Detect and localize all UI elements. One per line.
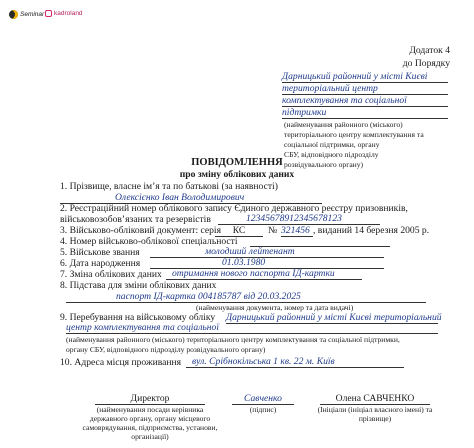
field-2-line [218, 214, 380, 225]
position-caption-4: організації) [131, 432, 169, 441]
field-7-line [166, 269, 362, 280]
field-9-value-1: Дарницький районний у місті Києві територіальний [226, 312, 442, 323]
org-line-2: територіальний центр [282, 83, 448, 95]
document-subtitle: про зміну облікових даних [179, 169, 295, 180]
field-3-label-a: 3. Військово-обліковий документ: серія [60, 225, 222, 236]
field-7-value: отримання нового паспорта ІД-картки [172, 268, 335, 279]
field-5-value: молодший лейтенант [205, 246, 295, 257]
field-10-line [186, 357, 404, 368]
org-line-4: підтримки [282, 107, 448, 119]
seminar-logo-icon [9, 10, 18, 19]
signature-value: Савченко [232, 393, 294, 405]
appendix-number: Додаток 4 [409, 45, 450, 56]
field-7-label: 7. Зміна облікових даних [60, 269, 162, 280]
field-2-label-2: військовозобов’язаних та резервістів [60, 214, 211, 225]
appendix-to: до Порядку [402, 58, 450, 69]
field-10-value: вул. Срібнокільська 1 кв. 22 м. Київ [192, 356, 335, 367]
org-caption-2: територіального центру комплектування та [284, 130, 424, 139]
field-3-label-b: № [268, 225, 278, 236]
brand-kadroland [45, 10, 83, 17]
field-2-value: 12345678912345678123 [246, 213, 342, 224]
field-5-line [150, 247, 384, 258]
field-9-value-2: центр комплектування та соціальної [66, 322, 219, 333]
org-line-1: Дарницький районний у місті Києві [282, 71, 448, 83]
org-caption-1: (найменування районного (міського) [284, 120, 403, 129]
signature-position: Директор [95, 393, 205, 405]
field-1-value: Олексієнко Іван Володимирович [115, 192, 245, 203]
field-2-label: 2. Реєстраційний номер облікового запису Єдиного державного реєстру призовників, [60, 203, 408, 214]
field-4-label: 4. Номер військово-облікової спеціальності [60, 236, 238, 247]
name-caption-1: (Ініціали (ініціал власного імені) та [317, 405, 433, 414]
field-8-label: 8. Підстава для зміни облікових даних [60, 280, 217, 291]
signatory-name: Олена САВЧЕНКО [320, 393, 430, 405]
field-8-caption: (найменування документа, номер та дата видачі) [196, 303, 354, 312]
brand-seminar [9, 10, 44, 19]
field-9-caption-2: органу СБУ, відповідного підрозділу розвідувального органу) [66, 345, 266, 354]
field-1-label: 1. Прізвище, власне ім’я та по батькові (за наявності) [60, 181, 278, 192]
field-3-number: 321456 [281, 225, 313, 237]
name-caption-2: прізвище) [358, 414, 392, 423]
org-caption-3: соціальної підтримки, органу [284, 140, 380, 149]
instagram-icon [45, 10, 52, 17]
document-title: ПОВІДОМЛЕННЯ [191, 157, 283, 168]
field-9-line-2 [66, 323, 438, 334]
org-caption-5: розвідувального органу) [284, 160, 364, 169]
field-3-label-c: , виданий 14 березня 2005 р. [313, 225, 430, 236]
field-8-value: паспорт ІД-картка 004185787 від 20.03.2025 [116, 291, 301, 302]
field-6-label: 6. Дата народження [60, 258, 141, 269]
field-9-caption-1: (найменування районного (міського) територіального центру комплектування та соціальної підтримки, [66, 335, 400, 344]
field-8-line [66, 292, 426, 303]
signature-caption: (підпис) [249, 405, 277, 414]
kadroland-brand-name: kadroland [54, 10, 83, 17]
field-9-label: 9. Перебування на військовому обліку [60, 312, 216, 323]
position-caption-1: (найменування посади керівника [96, 405, 204, 414]
field-5-label: 5. Військове звання [60, 247, 140, 258]
position-caption-3: самоврядування, підприємства, установи, [82, 423, 218, 432]
seminar-brand-name: Seminar [20, 11, 45, 18]
position-caption-2: державного органу, органу місцевого [89, 414, 211, 423]
field-10-label: 10. Адреса місця проживання [60, 357, 182, 368]
field-3-series: КС [215, 225, 263, 237]
org-caption-4: СБУ, відповідного підрозділу [284, 150, 379, 159]
org-line-3: комплектування та соціальної [282, 95, 448, 107]
field-6-value: 01.03.1980 [222, 257, 266, 268]
